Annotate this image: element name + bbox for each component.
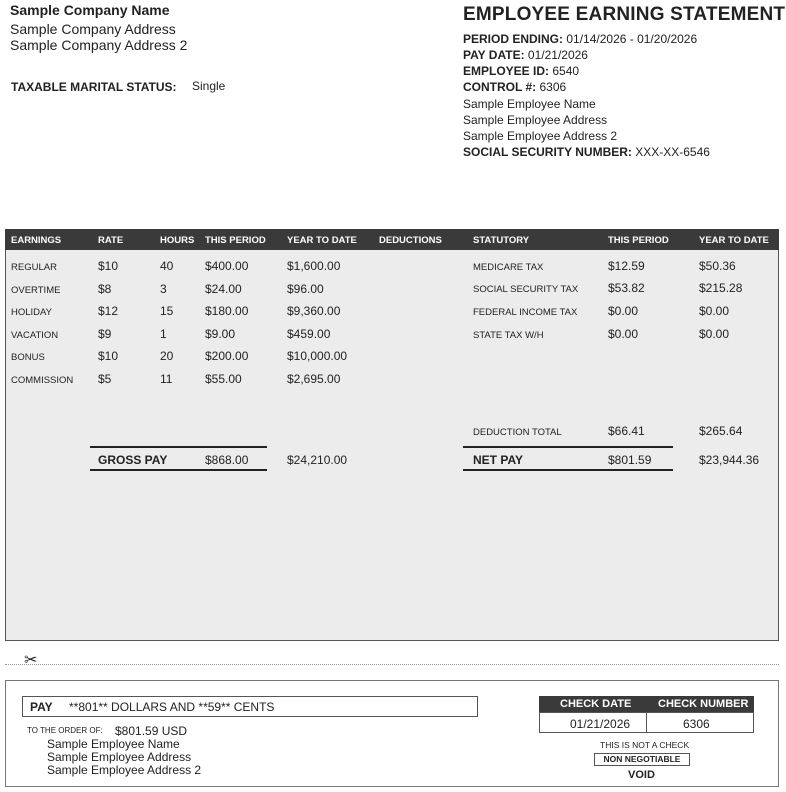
col-header-hours: HOURS bbox=[160, 235, 195, 246]
earning-hours: 15 bbox=[160, 304, 174, 318]
earning-rate: $9 bbox=[98, 327, 112, 341]
earning-rate: $12 bbox=[98, 304, 119, 318]
marital-status-label: TAXABLE MARITAL STATUS: bbox=[11, 80, 177, 94]
scissors-icon: ✂ bbox=[24, 652, 38, 669]
earning-hours: 11 bbox=[160, 372, 173, 386]
not-a-check-notice: THIS IS NOT A CHECK bbox=[600, 740, 690, 750]
deduction-total-ytd: $265.64 bbox=[699, 424, 743, 438]
employee-name: Sample Employee Name bbox=[463, 97, 596, 111]
earning-period: $55.00 bbox=[205, 372, 242, 386]
statutory-name: MEDICARE TAX bbox=[473, 262, 544, 273]
earning-name: OVERTIME bbox=[11, 285, 61, 296]
earning-period: $180.00 bbox=[205, 304, 249, 318]
deduction-total-period: $66.41 bbox=[608, 424, 645, 438]
pay-label: PAY bbox=[30, 700, 53, 714]
control-value: 6306 bbox=[539, 80, 567, 94]
earning-hours: 3 bbox=[160, 282, 167, 296]
earning-period: $200.00 bbox=[205, 349, 249, 363]
check-number-label: CHECK NUMBER bbox=[658, 698, 749, 710]
employee-id-label: EMPLOYEE ID: bbox=[463, 64, 550, 78]
employee-id bbox=[463, 64, 579, 78]
order-amount: $801.59 USD bbox=[115, 724, 188, 738]
statutory-period: $0.00 bbox=[608, 304, 639, 318]
earning-ytd: $10,000.00 bbox=[287, 349, 348, 363]
earning-hours: 40 bbox=[160, 259, 174, 273]
payee-address-2: Sample Employee Address 2 bbox=[47, 763, 202, 777]
earning-rate: $10 bbox=[98, 259, 119, 273]
employee-address-2: Sample Employee Address 2 bbox=[463, 129, 618, 143]
net-pay-label: NET PAY bbox=[473, 453, 524, 467]
earning-name: COMMISSION bbox=[11, 375, 74, 386]
earning-rate: $5 bbox=[98, 372, 112, 386]
col-header-deductions: DEDUCTIONS bbox=[379, 235, 442, 246]
company-address-2: Sample Company Address 2 bbox=[10, 37, 188, 53]
gross-pay-ytd: $24,210.00 bbox=[287, 453, 348, 467]
statement-title: EMPLOYEE EARNING STATEMENT bbox=[463, 4, 786, 25]
earning-period: $24.00 bbox=[205, 282, 242, 296]
col-header-this-period: THIS PERIOD bbox=[205, 235, 266, 246]
pay-date bbox=[463, 48, 588, 62]
ssn-value: XXX-XX-6546 bbox=[635, 145, 710, 159]
company-address-1: Sample Company Address bbox=[10, 21, 176, 37]
gross-pay-period: $868.00 bbox=[205, 453, 249, 467]
net-pay-bottom-rule bbox=[463, 469, 673, 471]
earning-ytd: $96.00 bbox=[287, 282, 324, 296]
payee-name: Sample Employee Name bbox=[47, 737, 180, 751]
gross-pay-bottom-rule bbox=[90, 469, 267, 471]
col-header-stat-this-period: THIS PERIOD bbox=[608, 235, 669, 246]
company-name: Sample Company Name bbox=[10, 2, 170, 18]
net-pay-ytd: $23,944.36 bbox=[699, 453, 760, 467]
earning-name: VACATION bbox=[11, 330, 59, 341]
statutory-ytd: $215.28 bbox=[699, 281, 743, 295]
col-header-earnings: EARNINGS bbox=[11, 235, 62, 246]
earning-name: HOLIDAY bbox=[11, 307, 53, 318]
earning-ytd: $2,695.00 bbox=[287, 372, 341, 386]
gross-pay-top-rule bbox=[90, 446, 267, 448]
earning-period: $9.00 bbox=[205, 327, 236, 341]
check-date-label: CHECK DATE bbox=[560, 698, 632, 710]
payee-address-1: Sample Employee Address bbox=[47, 750, 192, 764]
period-ending-label: PERIOD ENDING: bbox=[463, 32, 564, 46]
statutory-name: STATE TAX W/H bbox=[473, 330, 544, 341]
earning-ytd: $1,600.00 bbox=[287, 259, 341, 273]
employee-id-value: 6540 bbox=[552, 64, 580, 78]
earning-ytd: $459.00 bbox=[287, 327, 331, 341]
marital-status-value: Single bbox=[192, 79, 226, 93]
statutory-period: $53.82 bbox=[608, 281, 645, 295]
deduction-total-label: DEDUCTION TOTAL bbox=[473, 427, 562, 438]
check-number-value: 6306 bbox=[683, 717, 710, 731]
ssn-label: SOCIAL SECURITY NUMBER: bbox=[463, 145, 632, 159]
statutory-period: $0.00 bbox=[608, 327, 639, 341]
earning-rate: $8 bbox=[98, 282, 112, 296]
ssn bbox=[463, 145, 710, 159]
earning-period: $400.00 bbox=[205, 259, 249, 273]
check-info-divider bbox=[646, 712, 647, 733]
gross-pay-label: GROSS PAY bbox=[98, 453, 168, 467]
col-header-stat-ytd: YEAR TO DATE bbox=[699, 235, 769, 246]
statutory-ytd: $0.00 bbox=[699, 327, 730, 341]
period-ending-value: 01/14/2026 - 01/20/2026 bbox=[566, 32, 698, 46]
col-header-ytd: YEAR TO DATE bbox=[287, 235, 357, 246]
earning-name: BONUS bbox=[11, 352, 45, 363]
earning-rate: $10 bbox=[98, 349, 119, 363]
control-label: CONTROL #: bbox=[463, 80, 537, 94]
statutory-period: $12.59 bbox=[608, 259, 645, 273]
void-label: VOID bbox=[628, 769, 655, 781]
earnings-panel bbox=[5, 229, 779, 641]
net-pay-top-rule bbox=[463, 446, 673, 448]
statutory-ytd: $50.36 bbox=[699, 259, 736, 273]
col-header-statutory: STATUTORY bbox=[473, 235, 530, 246]
pay-date-label: PAY DATE: bbox=[463, 48, 525, 62]
control-number bbox=[463, 80, 566, 94]
statutory-name: FEDERAL INCOME TAX bbox=[473, 307, 578, 318]
pay-amount-words: **801** DOLLARS AND **59** CENTS bbox=[69, 700, 275, 714]
earning-ytd: $9,360.00 bbox=[287, 304, 341, 318]
pay-date-value: 01/21/2026 bbox=[527, 48, 588, 62]
non-negotiable-badge: NON NEGOTIABLE bbox=[594, 753, 690, 766]
earning-name: REGULAR bbox=[11, 262, 57, 273]
order-label: TO THE ORDER OF: bbox=[27, 726, 103, 735]
statutory-ytd: $0.00 bbox=[699, 304, 730, 318]
col-header-rate: RATE bbox=[98, 235, 124, 246]
employee-address-1: Sample Employee Address bbox=[463, 113, 608, 127]
statutory-name: SOCIAL SECURITY TAX bbox=[473, 284, 579, 295]
check-date-value: 01/21/2026 bbox=[570, 717, 631, 731]
earning-hours: 1 bbox=[160, 327, 167, 341]
net-pay-period: $801.59 bbox=[608, 453, 652, 467]
earning-hours: 20 bbox=[160, 349, 174, 363]
cut-line bbox=[5, 664, 779, 665]
period-ending bbox=[463, 32, 697, 46]
